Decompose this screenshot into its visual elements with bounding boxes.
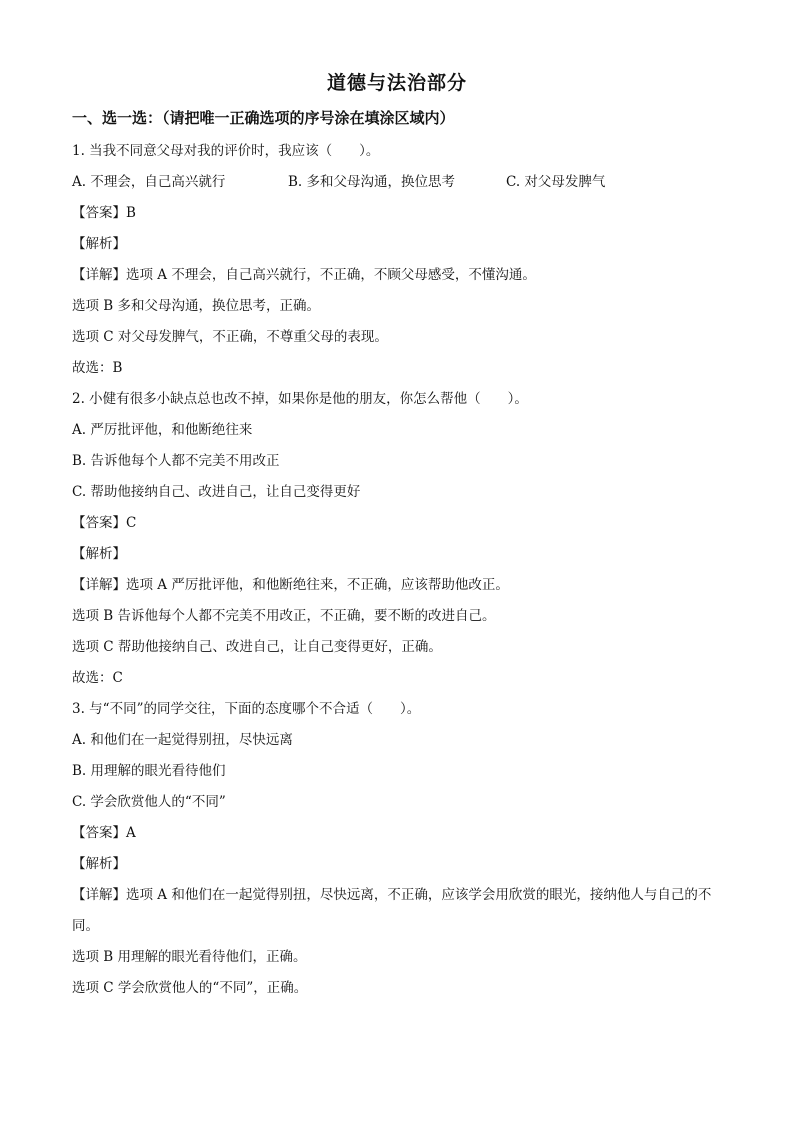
q1-options (72, 171, 732, 202)
q2-answer: 【答案】C (72, 515, 137, 531)
q3-option-a: A. 和他们在一起觉得别扭，尽快远离 (72, 732, 293, 748)
q3-analysis-label: 【解析】 (72, 856, 126, 872)
q2-detail: 【详解】选项 A 严厉批评他，和他断绝往来，不正确，应该帮助他改正。 (72, 577, 509, 593)
q3-detail-c: 选项 C 学会欣赏他人的“不同”，正确。 (72, 980, 308, 996)
q2-choose: 故选：C (72, 670, 123, 686)
q1-stem: 1. 当我不同意父母对我的评价时，我应该（ ）。 (72, 143, 380, 159)
q3-stem: 3. 与“不同”的同学交往，下面的态度哪个不合适（ ）。 (72, 701, 421, 717)
q1-analysis-label: 【解析】 (72, 236, 126, 252)
q3-option-c: C. 学会欣赏他人的“不同” (72, 794, 226, 810)
q1-detail: 【详解】选项 A 不理会，自己高兴就行，不正确，不顾父母感受，不懂沟通。 (72, 267, 536, 283)
q3-answer: 【答案】A (72, 825, 136, 841)
q2-option-a: A. 严厉批评他，和他断绝往来 (72, 422, 253, 438)
page-title: 道德与法治部分 (326, 72, 467, 94)
q1-detail-c: 选项 C 对父母发脾气，不正确，不尊重父母的表现。 (72, 329, 388, 345)
q1-option-a: A. 不理会，自己高兴就行 (72, 174, 226, 190)
q2-detail-b: 选项 B 告诉他每个人都不完美不用改正，不正确，要不断的改进自己。 (72, 608, 496, 624)
q3-option-b: B. 用理解的眼光看待他们 (72, 763, 226, 779)
q2-stem: 2. 小健有很多小缺点总也改不掉，如果你是他的朋友，你怎么帮他（ ）。 (72, 391, 528, 407)
question-list (72, 140, 732, 1008)
q2-option-c: C. 帮助他接纳自己、改进自己，让自己变得更好 (72, 484, 361, 500)
q1-option-c: C. 对父母发脾气 (506, 174, 606, 190)
section-heading: 一、选一选：（请把唯一正确选项的序号涂在填涂区域内） (72, 109, 455, 127)
q1-option-b: B. 多和父母沟通，换位思考 (288, 174, 456, 190)
q2-analysis-label: 【解析】 (72, 546, 126, 562)
q2-option-b: B. 告诉他每个人都不完美不用改正 (72, 453, 280, 469)
q3-detail: 【详解】选项 A 和他们在一起觉得别扭，尽快远离，不正确，应该学会用欣赏的眼光，接纳他人与自己的不同。 (72, 887, 712, 934)
q3-detail-b: 选项 B 用理解的眼光看待他们，正确。 (72, 949, 307, 965)
q1-answer: 【答案】B (72, 205, 136, 221)
q1-choose: 故选：B (72, 360, 123, 376)
q2-detail-c: 选项 C 帮助他接纳自己、改进自己，让自己变得更好，正确。 (72, 639, 442, 655)
q1-detail-b: 选项 B 多和父母沟通，换位思考，正确。 (72, 298, 321, 314)
